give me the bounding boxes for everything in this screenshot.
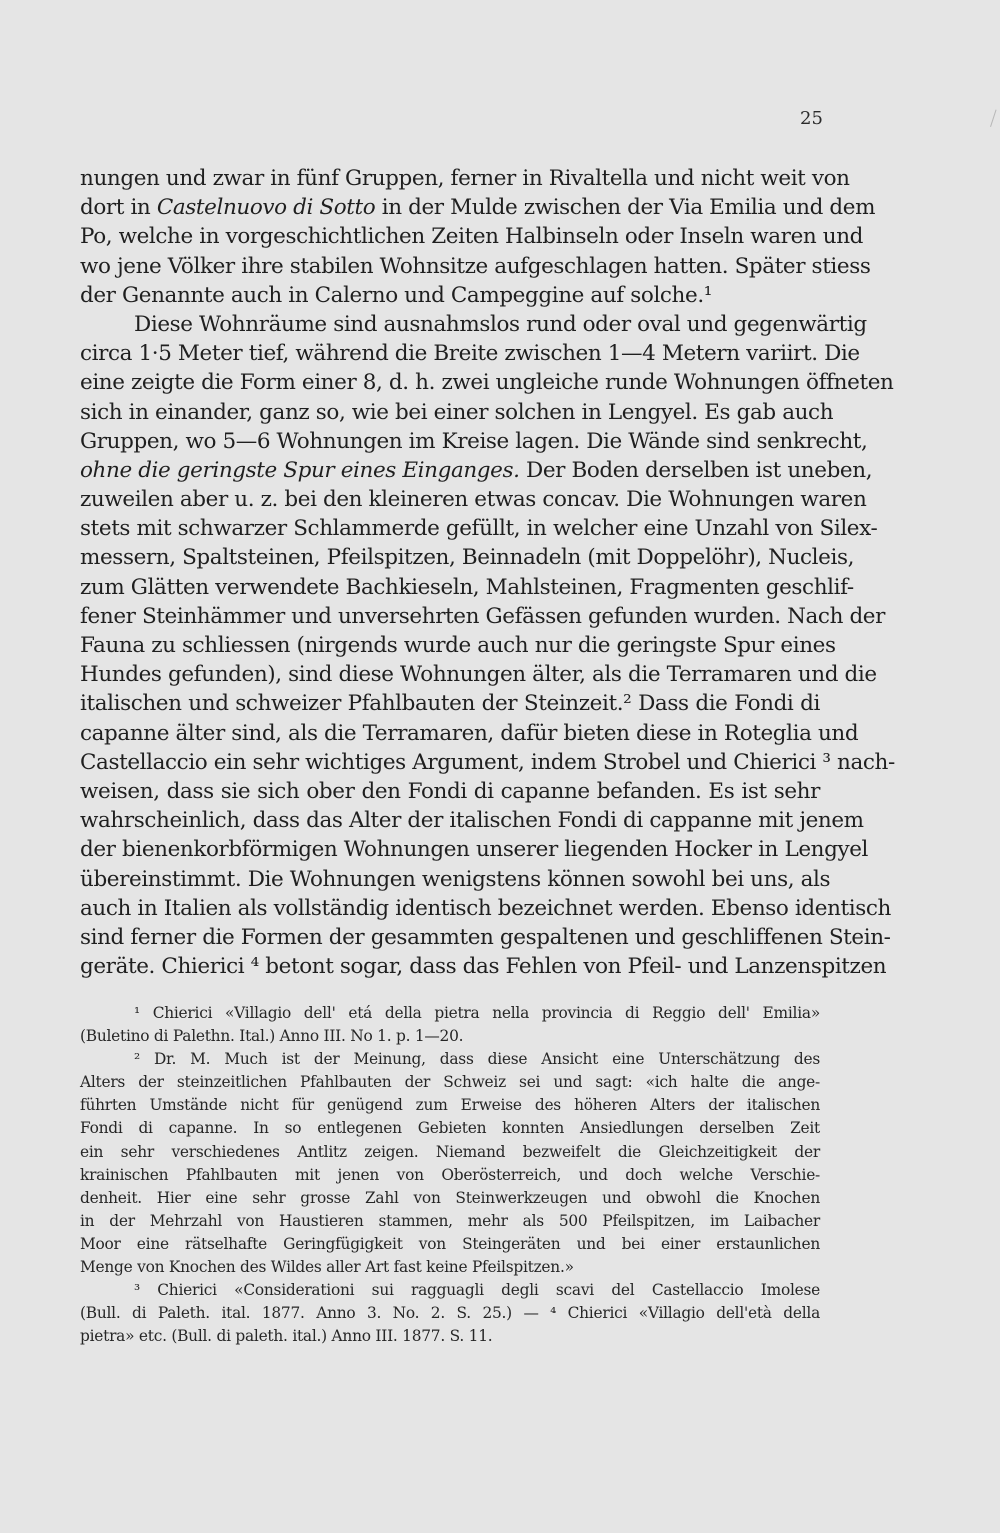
footnote-line: führten Umstände nicht für genügend zum Erweise des höheren Alters der italischen	[80, 1096, 820, 1115]
footnote-line: (Buletino di Palethn. Ital.) Anno III. No 1. p. 1—20.	[80, 1027, 464, 1046]
body-text-line: dort in Castelnuovo di Sotto in der Mulde zwischen der Via Emilia und dem	[80, 195, 876, 221]
body-text-line: Fauna zu schliessen (nirgends wurde auch nur die geringste Spur eines	[80, 633, 836, 658]
footnote-line: ¹ Chierici «Villagio dell' etá della pietra nella provincia di Reggio dell' Emilia»	[134, 1004, 820, 1022]
footnote-line: ³ Chierici «Considerationi sui ragguagli degli scavi del Castellaccio Imolese	[134, 1281, 820, 1300]
body-text-line: stets mit schwarzer Schlammerde gefüllt, in welcher eine Unzahl von Silex-	[80, 516, 878, 542]
body-text-line: wo jene Völker ihre stabilen Wohnsitze aufgeschlagen hatten. Später stiess	[80, 253, 871, 279]
body-text-line: Hundes gefunden), sind diese Wohnungen älter, als die Terramaren und die	[80, 662, 877, 688]
body-text-line: sind ferner die Formen der gesammten gespaltenen und geschliffenen Stein-	[80, 924, 891, 950]
body-text-line: der Genannte auch in Calerno und Campeggine auf solche.¹	[80, 282, 712, 308]
footnote-line: Menge von Knochen des Wildes aller Art fast keine Pfeilspitzen.»	[80, 1258, 574, 1277]
page-edge-mark	[982, 107, 996, 127]
body-text-line: Gruppen, wo 5—6 Wohnungen im Kreise lagen. Die Wände sind senkrecht,	[80, 428, 868, 454]
body-text-line: ohne die geringste Spur eines Einganges. Der Boden derselben ist uneben,	[80, 457, 873, 483]
body-text-line: Diese Wohnräume sind ausnahmslos rund oder oval und gegenwärtig	[134, 311, 867, 337]
body-text-line: messern, Spaltsteinen, Pfeilspitzen, Beinnadeln (mit Doppelöhr), Nucleis,	[80, 545, 855, 571]
footnote-line: pietra» etc. (Bull. di paleth. ital.) Anno III. 1877. S. 11.	[80, 1327, 493, 1346]
footnote-line: Fondi di capanne. In so entlegenen Gebieten konnten Ansiedlungen derselben Zeit	[80, 1119, 820, 1138]
body-text-line: weisen, dass sie sich ober den Fondi di capanne befanden. Es ist sehr	[80, 778, 820, 804]
body-text-line: Po, welche in vorgeschichtlichen Zeiten Halbinseln oder Inseln waren und	[80, 224, 864, 250]
italic-phrase: Castelnuovo di Sotto	[156, 195, 376, 221]
italic-phrase: ohne die geringste Spur eines Einganges.	[80, 457, 520, 483]
footnote-line: ein sehr verschiedenes Antlitz zeigen. Niemand bezweifelt die Gleichzeitigkeit der	[80, 1142, 820, 1161]
footnote-line: (Bull. di Paleth. ital. 1877. Anno 3. No. 2. S. 25.) — ⁴ Chierici «Villagio dell'età della	[80, 1304, 820, 1323]
body-text-line: zuweilen aber u. z. bei den kleineren etwas concav. Die Wohnungen waren	[80, 487, 867, 513]
body-text-line: zum Glätten verwendete Bachkieseln, Mahlsteinen, Fragmenten geschlif-	[80, 574, 854, 600]
body-text-line: auch in Italien als vollständig identisch bezeichnet werden. Ebenso identisch	[80, 895, 891, 921]
footnote-line: Moor eine rätselhafte Geringfügigkeit von Steingeräten und bei einer erstaunlichen	[80, 1234, 820, 1253]
footnote-line: Alters der steinzeitlichen Pfahlbauten der Schweiz sei und sagt: «ich halte die ange-	[80, 1073, 820, 1092]
body-text-line: geräte. Chierici ⁴ betont sogar, dass das Fehlen von Pfeil- und Lanzenspitzen	[80, 954, 887, 980]
body-text-line: sich in einander, ganz so, wie bei einer solchen in Lengyel. Es gab auch	[80, 399, 834, 425]
body-text-line: eine zeigte die Form einer 8, d. h. zwei ungleiche runde Wohnungen öffneten	[80, 370, 894, 396]
body-text-line: wahrscheinlich, dass das Alter der italischen Fondi di cappanne mit jenem	[80, 808, 864, 834]
footnote-line: denheit. Hier eine sehr grosse Zahl von Steinwerkzeugen und obwohl die Knochen	[80, 1188, 820, 1207]
body-text-line: italischen und schweizer Pfahlbauten der Steinzeit.² Dass die Fondi di	[80, 691, 820, 717]
body-text-line: übereinstimmt. Die Wohnungen wenigstens können sowohl bei uns, als	[80, 866, 831, 892]
body-text-line: Castellaccio ein sehr wichtiges Argument, indem Strobel und Chierici ³ nach-	[80, 749, 895, 775]
footnote-line: krainischen Pfahlbauten mit jenen von Oberösterreich, und doch welche Verschie-	[80, 1165, 820, 1184]
footnotes	[80, 1002, 820, 1348]
page-number: 25	[800, 108, 823, 129]
body-text	[80, 164, 895, 981]
body-text-line: der bienenkorbförmigen Wohnungen unserer liegenden Hocker in Lengyel	[80, 837, 868, 863]
footnote-line: in der Mehrzahl von Haustieren stammen, mehr als 500 Pfeilspitzen, im Laibacher	[80, 1211, 820, 1230]
body-text-line: nungen und zwar in fünf Gruppen, ferner in Rivaltella und nicht weit von	[80, 166, 850, 191]
body-text-line: capanne älter sind, als die Terramaren, dafür bieten diese in Roteglia und	[80, 720, 859, 746]
body-text-line: fener Steinhämmer und unversehrten Gefässen gefunden wurden. Nach der	[80, 603, 886, 629]
footnote-line: ² Dr. M. Much ist der Meinung, dass diese Ansicht eine Unterschätzung des	[134, 1050, 820, 1069]
body-text-line: circa 1·5 Meter tief, während die Breite zwischen 1—4 Metern variirt. Die	[80, 341, 860, 367]
